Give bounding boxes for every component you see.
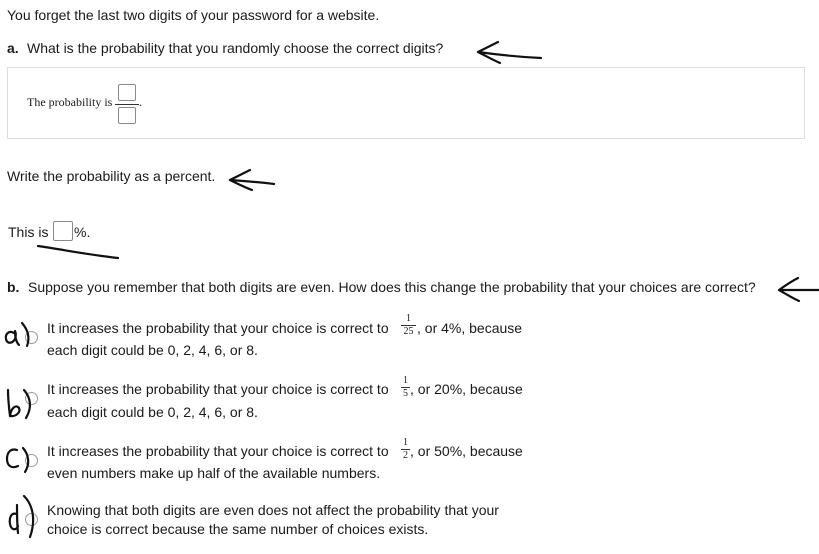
option-d-line1: Knowing that both digits are even does not affect the probability that your	[47, 502, 499, 518]
probability-prefix: The probability is	[27, 95, 113, 109]
percent-suffix: %.	[74, 224, 91, 240]
part-b-label: b.	[7, 279, 20, 295]
option-a-fraction-denominator: 25	[403, 326, 414, 337]
option-d-line2: choice is correct because the same number of choices exists.	[47, 521, 429, 537]
option-b-line1-text: It increases the probability that your choice is correct to	[47, 381, 389, 397]
handwritten-arrow-icon	[478, 42, 541, 63]
numerator-input[interactable]	[118, 84, 136, 101]
option-b-line1-after: , or 20%, because	[410, 381, 523, 397]
fraction-bar	[115, 104, 139, 105]
handwritten-underline	[38, 246, 118, 258]
option-c-fraction-numerator: 1	[403, 437, 408, 448]
denominator-input[interactable]	[118, 107, 136, 124]
option-b-fraction	[401, 376, 410, 399]
option-b-line2: each digit could be 0, 2, 4, 6, or 8.	[47, 404, 258, 420]
percent-prompt: Write the probability as a percent.	[7, 168, 216, 184]
option-c-radio[interactable]	[25, 454, 38, 467]
part-a-question: What is the probability that you randomly choose the correct digits?	[27, 40, 444, 56]
option-c-line1-after: , or 50%, because	[410, 443, 523, 459]
percent-prefix: This is	[8, 224, 49, 240]
option-b-radio[interactable]	[25, 392, 38, 405]
option-a-fraction-numerator: 1	[406, 313, 411, 324]
option-c-fraction-denominator: 2	[403, 450, 408, 461]
option-b-fraction-denominator: 5	[403, 388, 408, 399]
option-b-fraction-numerator: 1	[403, 375, 408, 386]
option-a-line1-text: It increases the probability that your choice is correct to	[47, 320, 389, 336]
option-c-line2: even numbers make up half of the available numbers.	[47, 465, 381, 481]
problem-intro: You forget the last two digits of your password for a website.	[7, 7, 380, 23]
option-c-fraction	[401, 438, 410, 461]
probability-answer-box	[7, 67, 805, 139]
percent-input[interactable]	[53, 221, 73, 241]
option-a-radio[interactable]	[25, 331, 38, 344]
handwritten-arrow-icon	[230, 170, 274, 190]
option-a-fraction	[401, 314, 416, 337]
part-b-question: Suppose you remember that both digits are even. How does this change the probability that your choices are correct?	[28, 279, 756, 295]
probability-suffix: .	[139, 95, 142, 109]
option-a-line1-after: , or 4%, because	[417, 320, 523, 336]
part-a-label: a.	[7, 40, 19, 56]
option-d-radio[interactable]	[25, 513, 38, 526]
option-c-line1-text: It increases the probability that your choice is correct to	[47, 443, 389, 459]
handwritten-arrow-icon	[779, 278, 819, 301]
option-a-line2: each digit could be 0, 2, 4, 6, or 8.	[47, 342, 258, 358]
